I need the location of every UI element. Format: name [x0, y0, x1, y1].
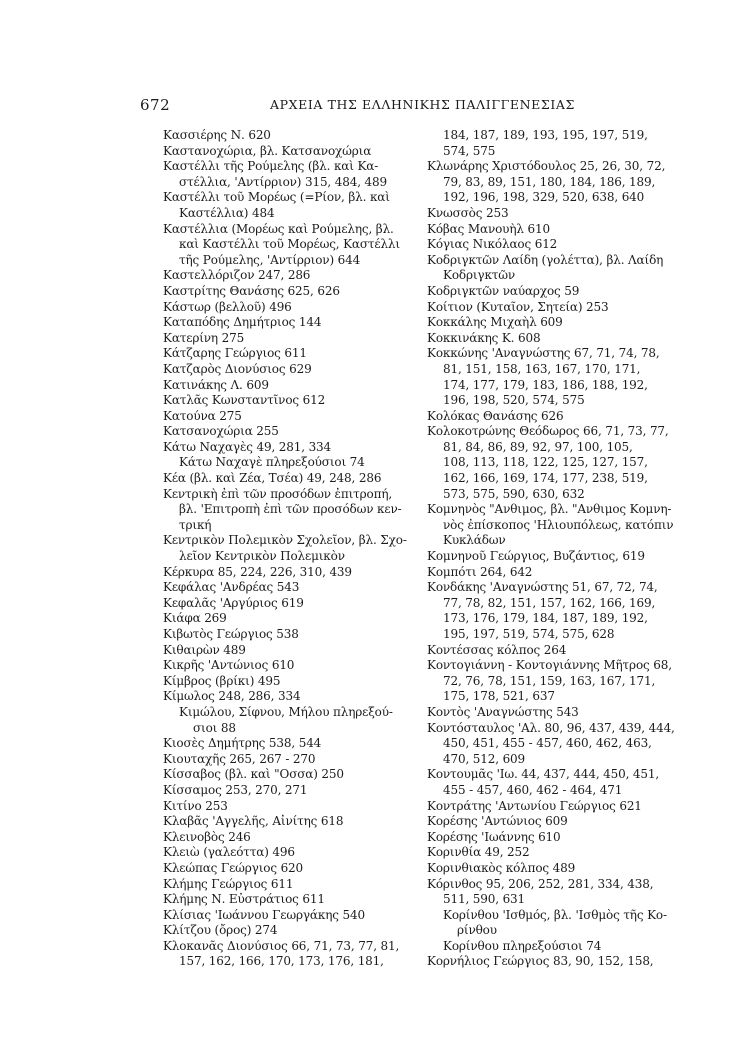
index-entry-line: Κατινάκης Λ. 609 [163, 377, 269, 392]
index-entry [427, 580, 682, 642]
index-entry-line: Κέα (βλ. καὶ Ζέα, Τσέα) 49, 248, 286 [163, 471, 382, 486]
index-entry-line: Κεφαλᾶς 'Αργύριος 619 [163, 595, 304, 610]
index-entry-line: 184, 187, 189, 193, 195, 197, 519, [443, 128, 648, 142]
index-entry-line: Κολοκοτρώνης Θεόδωρος 66, 71, 73, 77, [427, 424, 669, 439]
index-entry [427, 767, 682, 798]
index-entry-line: Κόγιας Νικόλαος 612 [427, 237, 558, 252]
index-entry [427, 705, 682, 721]
index-subentry [427, 908, 682, 939]
index-entry-line: Κάτω Ναχαγὲς 49, 281, 334 [163, 439, 332, 454]
index-entry-line: Καταπόδης Δημήτριος 144 [163, 315, 322, 330]
index-entry-line: Κίσσαβος (βλ. καὶ "Οσσα) 250 [163, 767, 344, 782]
index-entry-line: Κοντουμᾶς 'Ιω. 44, 437, 444, 450, 451, [427, 767, 660, 782]
index-entry-line: Κορίνθου πληρεξούσιοι 74 [443, 938, 602, 953]
running-head: ΑΡΧΕΙΑ ΤΗΣ ΕΛΛΗΝΙΚΗΣ ΠΑΛΙΓΓΕΝΕΣΙΑΣ [270, 97, 575, 112]
index-entry [427, 799, 682, 815]
index-entry-line: 157, 162, 166, 170, 173, 176, 181, [179, 954, 384, 969]
index-entry-line: Κλήμης Γεώργιος 611 [163, 876, 294, 891]
index-entry-line: 195, 197, 519, 574, 575, 628 [443, 627, 615, 641]
index-entry-line: Κεφάλας 'Ανδρέας 543 [163, 580, 300, 595]
index-entry-line: 174, 177, 179, 183, 186, 188, 192, [443, 377, 648, 392]
index-entry-line: Κλήμης Ν. Εὐστράτιος 611 [163, 892, 325, 907]
index-entry-line: Καστέλλι τῆς Ρούμελης (βλ. καὶ Κα- [163, 159, 379, 174]
index-entry [163, 939, 411, 970]
index-entry-line: Κιοσὲς Δημήτρης 538, 544 [163, 736, 322, 751]
index-entry [163, 565, 411, 581]
index-entry [163, 424, 411, 440]
index-entry-line: 573, 575, 590, 630, 632 [443, 486, 585, 501]
index-entry [163, 689, 411, 705]
index-entry-line: Κάτζαρης Γεώργιος 611 [163, 346, 307, 361]
index-entry-line: Κοκκάλης Μιχαὴλ 609 [427, 315, 563, 330]
index-entry-line: Κίμωλος 248, 286, 334 [163, 689, 301, 704]
index-entry [163, 440, 411, 456]
index-entry [427, 845, 682, 861]
index-entry-line: Καστελλόριζον 247, 286 [163, 268, 311, 283]
index-entry-line: Κλίτζου (ὄρος) 274 [163, 923, 278, 938]
index-entry-line: Κορνήλιος Γεώργιος 83, 90, 152, 158, [427, 954, 654, 969]
index-subentry [163, 705, 411, 736]
index-entry [427, 502, 682, 549]
index-entry-line: Κοκκινάκης Κ. 608 [427, 330, 541, 345]
index-entry [163, 331, 411, 347]
index-entry [163, 315, 411, 331]
index-entry-line: ρίνθου [457, 923, 497, 938]
page-number: 672 [140, 96, 171, 114]
index-subentry [427, 939, 682, 955]
index-entry-line: Κατζαρὸς Διονύσιος 629 [163, 361, 312, 376]
index-entry [163, 643, 411, 659]
index-entry [163, 284, 411, 300]
index-entry-line: Κιουταχῆς 265, 267 - 270 [163, 751, 316, 766]
index-entry-line: Κολόκας Θανάσης 626 [427, 408, 564, 423]
index-subentry [163, 455, 411, 471]
index-entry [427, 954, 682, 970]
index-entry [427, 237, 682, 253]
index-entry [163, 830, 411, 846]
index-entry-line: 108, 113, 118, 122, 125, 127, 157, [443, 455, 648, 470]
index-entry [163, 736, 411, 752]
index-entry-line: Κλίσιας 'Ιωάννου Γεωργάκης 540 [163, 907, 365, 922]
index-entry [427, 159, 682, 206]
index-entry [163, 128, 411, 144]
index-entry-line: Κατσανοχώρια 255 [163, 424, 279, 439]
index-column-right [427, 128, 682, 970]
index-entry-line: Κόρινθος 95, 206, 252, 281, 334, 438, [427, 876, 654, 891]
index-entry [163, 378, 411, 394]
index-entry [427, 424, 682, 502]
index-entry-line: Κέρκυρα 85, 224, 226, 310, 439 [163, 564, 352, 579]
index-entry-line: Κεντρικὸν Πολεμικὸν Σχολεῖον, βλ. Σχο- [163, 533, 407, 548]
index-entry-line: λεῖον Κεντρικὸν Πολεμικὸν [179, 549, 345, 564]
index-entry-line: Κορέσης 'Αντώνιος 609 [427, 814, 568, 829]
index-entry [427, 331, 682, 347]
index-entry-line: Κορέσης 'Ιωάννης 610 [427, 829, 561, 844]
index-entry [163, 144, 411, 160]
index-entry-line: 81, 151, 158, 163, 167, 170, 171, [443, 361, 641, 376]
index-entry [427, 721, 682, 768]
index-entry-line: Κιμώλου, Σίφνου, Μήλου πληρεξού- [179, 704, 393, 719]
index-entry-line: 79, 83, 89, 151, 180, 184, 186, 189, [443, 174, 656, 189]
index-entry [427, 206, 682, 222]
index-entry [163, 752, 411, 768]
index-entry [163, 159, 411, 190]
index-entry-line: Κατούνα 275 [163, 408, 242, 423]
index-entry [163, 799, 411, 815]
index-entry-line: νὸς ἐπίσκοπος 'Ηλιουπόλεως, κατόπιν [443, 517, 674, 532]
index-entry-line: Κομπότι 264, 642 [427, 564, 533, 579]
index-entry-line: Κλεώπας Γεώργιος 620 [163, 860, 304, 875]
index-entry-line: Κλεινοβὸς 246 [163, 829, 251, 844]
index-entry [163, 923, 411, 939]
index-entry-line: τρική [179, 517, 212, 532]
index-entry-line: 162, 166, 169, 174, 177, 238, 519, [443, 471, 648, 486]
index-entry-line: Κασσιέρης Ν. 620 [163, 128, 271, 142]
index-entry-line: Κιτίνο 253 [163, 798, 228, 813]
index-entry [163, 845, 411, 861]
index-entry-line: Κοκκώνης 'Αναγνώστης 67, 71, 74, 78, [427, 346, 660, 361]
index-entry-line: Κιβωτὸς Γεώργιος 538 [163, 627, 299, 641]
index-entry-line: Κίσσαμος 253, 270, 271 [163, 782, 308, 797]
index-entry [163, 471, 411, 487]
index-entry-line: Κομνηνὸς "Ανθιμος, βλ. "Ανθιμος Κομνη- [427, 502, 672, 517]
index-entry-line: Κίμβρος (βρίκι) 495 [163, 673, 281, 688]
index-entry-line: Κυκλάδων [443, 533, 506, 548]
index-entry-line: Κόβας Μανουὴλ 610 [427, 221, 550, 236]
index-entry-line: 196, 198, 520, 574, 575 [443, 393, 585, 408]
index-entry [163, 658, 411, 674]
index-entry [427, 128, 682, 159]
index-entry-line: Καστέλλι τοῦ Μορέως (=Ρίον, βλ. καὶ [163, 190, 390, 205]
index-entry-line: Κικρῆς 'Αντώνιος 610 [163, 658, 295, 673]
index-entry-line: Κομνηνοῦ Γεώργιος, Βυζάντιος, 619 [427, 549, 645, 564]
index-entry-line: βλ. 'Επιτροπὴ ἐπὶ τῶν προσόδων κεν- [179, 502, 402, 517]
index-entry-line: Καστέλλια) 484 [179, 205, 275, 220]
index-entry [163, 580, 411, 596]
index-entry-line: Κάστωρ (βελλοῦ) 496 [163, 299, 292, 314]
index-entry [427, 315, 682, 331]
index-entry [427, 222, 682, 238]
index-entry-line: Κοδριγκτῶν [443, 268, 516, 283]
index-entry-line: σιοι 88 [193, 720, 236, 735]
index-entry-line: Κάτω Ναχαγὲ πληρεξούσιοι 74 [179, 455, 365, 470]
index-entry-line: Κοδριγκτῶν ναύαρχος 59 [427, 283, 580, 298]
index-entry-line: 173, 176, 179, 184, 187, 189, 192, [443, 611, 648, 626]
index-entry-line: 470, 512, 609 [443, 751, 526, 766]
index-entry [427, 814, 682, 830]
index-entry [163, 877, 411, 893]
index-entry-line: τῆς Ρούμελης, 'Αντίρριον) 644 [179, 252, 361, 267]
index-entry-line: καὶ Καστέλλι τοῦ Μορέως, Καστέλλι [179, 237, 400, 252]
index-entry [163, 409, 411, 425]
index-entry [427, 549, 682, 565]
index-entry [163, 767, 411, 783]
index-entry [427, 253, 682, 284]
index-entry-line: Κοντὸς 'Αναγνώστης 543 [427, 704, 579, 719]
index-entry-line: Καστρίτης Θανάσης 625, 626 [163, 283, 340, 298]
index-entry-line: 77, 78, 82, 151, 157, 162, 166, 169, [443, 595, 656, 610]
index-entry-line: Κατλᾶς Κωνσταντῖνος 612 [163, 393, 326, 408]
index-entry [163, 190, 411, 221]
index-entry-line: στέλλια, 'Αντίρριον) 315, 484, 489 [179, 174, 387, 189]
index-entry-line: Κονδάκης 'Αναγνώστης 51, 67, 72, 74, [427, 580, 658, 595]
index-entry [163, 222, 411, 269]
index-entry-line: Κλοκανᾶς Διονύσιος 66, 71, 73, 77, 81, [163, 938, 400, 953]
index-entry-line: Κοδριγκτῶν Λαίδη (γολέττα), βλ. Λαίδη [427, 252, 664, 267]
index-entry [163, 346, 411, 362]
index-entry [427, 409, 682, 425]
index-entry-line: Κιθαιρὼν 489 [163, 642, 246, 657]
index-entry-line: Κοίτιον (Κυταῖον, Σητεία) 253 [427, 299, 609, 314]
index-entry-line: Κορινθιακὸς κόλπος 489 [427, 860, 576, 875]
index-entry-line: Κορίνθου 'Ισθμός, βλ. 'Ισθμὸς τῆς Κο- [443, 907, 667, 922]
index-entry [427, 861, 682, 877]
index-entry-line: 81, 84, 86, 89, 92, 97, 100, 105, [443, 439, 633, 454]
index-entry-line: Κοντόσταυλος 'Αλ. 80, 96, 437, 439, 444, [427, 720, 675, 735]
index-entry [163, 393, 411, 409]
index-entry-line: 175, 178, 521, 637 [443, 689, 555, 704]
index-entry [163, 268, 411, 284]
index-entry [427, 346, 682, 408]
index-entry [163, 627, 411, 643]
index-entry [163, 611, 411, 627]
index-entry-line: 72, 76, 78, 151, 159, 163, 167, 171, [443, 673, 656, 688]
index-entry [163, 861, 411, 877]
index-entry-line: Κοντράτης 'Αντωνίου Γεώργιος 621 [427, 798, 642, 813]
index-entry-line: Κοντέσσας κόλπος 264 [427, 642, 567, 657]
index-entry [427, 643, 682, 659]
index-entry [163, 908, 411, 924]
index-entry [427, 877, 682, 908]
index-entry [427, 565, 682, 581]
index-entry [427, 284, 682, 300]
index-column-left [163, 128, 411, 970]
index-entry [427, 300, 682, 316]
index-entry [427, 830, 682, 846]
index-entry-line: Κλειὼ (γαλεόττα) 496 [163, 845, 295, 860]
index-entry-line: Κλωνάρης Χριστόδουλος 25, 26, 30, 72, [427, 159, 666, 174]
index-entry [163, 362, 411, 378]
index-entry-line: Κατερίνη 275 [163, 330, 245, 345]
index-entry-line: Κιάφα 269 [163, 611, 227, 626]
index-entry [427, 658, 682, 705]
index-entry [163, 300, 411, 316]
index-entry-line: Κορινθία 49, 252 [427, 845, 530, 860]
index-entry-line: Κλαβᾶς 'Αγγελῆς, Αἰνίτης 618 [163, 814, 344, 829]
index-entry-line: 192, 196, 198, 329, 520, 638, 640 [443, 190, 645, 205]
index-entry-line: Καστέλλια (Μορέως καὶ Ρούμελης, βλ. [163, 221, 394, 236]
index-entry-line: 450, 451, 455 - 457, 460, 462, 463, [443, 736, 652, 751]
index-entry-line: 574, 575 [443, 143, 496, 158]
index-entry [163, 674, 411, 690]
index-entry [163, 783, 411, 799]
index-entry-line: Καστανοχώρια, βλ. Κατσανοχώρια [163, 143, 372, 158]
index-entry-line: Κεντρικὴ ἐπὶ τῶν προσόδων ἐπιτροπή, [163, 486, 393, 501]
index-entry [163, 892, 411, 908]
index-entry-line: Κνωσσὸς 253 [427, 205, 509, 220]
index-entry-line: 511, 590, 631 [443, 892, 526, 907]
index-entry-line: Κοντογιάννη - Κοντογιάννης Μῆτρος 68, [427, 658, 672, 673]
index-entry [163, 487, 411, 534]
index-entry [163, 596, 411, 612]
index-entry-line: 455 - 457, 460, 462 - 464, 471 [443, 782, 623, 797]
index-entry [163, 814, 411, 830]
index-entry [163, 533, 411, 564]
